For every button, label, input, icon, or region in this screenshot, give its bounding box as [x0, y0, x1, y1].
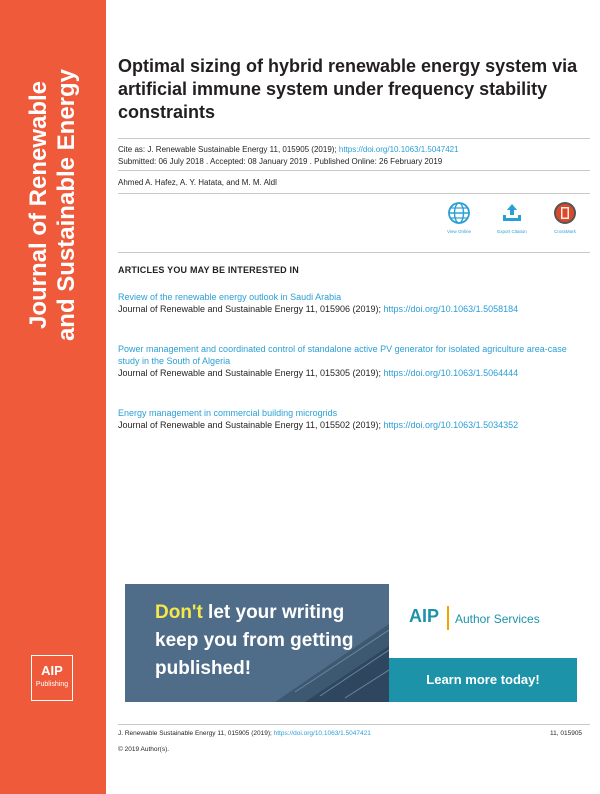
crossmark-icon [553, 201, 577, 225]
related-article-title-link[interactable]: Energy management in commercial building microgrids [118, 408, 338, 418]
footer-divider [118, 724, 590, 725]
related-article [118, 291, 588, 315]
related-article-title-link[interactable]: Review of the renewable energy outlook in Saudi Arabia [118, 292, 342, 302]
related-articles-heading: ARTICLES YOU MAY BE INTERESTED IN [118, 265, 299, 275]
ad-headline-highlight: Don't [155, 602, 203, 623]
journal-name-line1: Journal of Renewable [25, 80, 52, 330]
ad-headline-line2: keep you from getting [155, 630, 354, 651]
logo-subtext: Publishing [35, 681, 69, 688]
divider [118, 252, 590, 253]
export-icon [500, 201, 524, 225]
page-number: 11, 015905 [550, 730, 583, 737]
article-title: Optimal sizing of hybrid renewable energy system via artificial immune system under frequency stability constraints [118, 56, 578, 122]
export-citation-label: Export Citation [497, 229, 527, 234]
footer-doi-link[interactable]: https://doi.org/10.1063/1.5047421 [273, 730, 371, 737]
ad-headline-line3: published! [155, 658, 252, 679]
ad-headline [155, 599, 353, 683]
divider [118, 170, 590, 171]
logo-separator [447, 606, 449, 630]
related-article-doi-link[interactable]: https://doi.org/10.1063/1.5058184 [383, 304, 519, 314]
logo-text: AIP [41, 663, 63, 678]
export-citation-button[interactable] [492, 201, 532, 234]
related-article-citation [118, 303, 588, 315]
learn-more-label: Learn more today! [426, 672, 540, 687]
related-article-citation [118, 419, 588, 431]
ad-left-panel [125, 584, 389, 702]
related-article [118, 343, 588, 379]
aip-author-services-logo [389, 584, 577, 658]
aip-brand-text: AIP [409, 606, 440, 626]
journal-name [25, 40, 81, 370]
authors: Ahmed A. Hafez, A. Y. Hatata, and M. M. Aldl [118, 178, 277, 187]
aip-publishing-logo[interactable] [31, 655, 73, 701]
related-article-doi-link[interactable]: https://doi.org/10.1063/1.5034352 [383, 420, 519, 430]
view-online-button[interactable] [439, 201, 479, 234]
related-article-doi-link[interactable]: https://doi.org/10.1063/1.5064444 [383, 368, 519, 378]
related-article-cite-text: Journal of Renewable and Sustainable Energy 11, 015502 (2019); [118, 420, 384, 430]
globe-icon [447, 201, 471, 225]
related-article-cite-text: Journal of Renewable and Sustainable Energy 11, 015305 (2019); [118, 368, 384, 378]
crossmark-button[interactable] [545, 201, 585, 234]
citation-line [118, 144, 459, 155]
journal-sidebar [0, 0, 106, 794]
divider [118, 138, 590, 139]
divider [118, 193, 590, 194]
dates-line: Submitted: 06 July 2018 . Accepted: 08 January 2019 . Published Online: 26 February 2019 [118, 157, 443, 166]
crossmark-label: CrossMark [554, 229, 576, 234]
author-services-text: Author Services [455, 612, 540, 626]
related-article-cite-text: Journal of Renewable and Sustainable Energy 11, 015906 (2019); [118, 304, 384, 314]
related-article-title-link[interactable]: Power management and coordinated control of standalone active PV generator for isolated agriculture area-case study in the South of Algeria [118, 344, 567, 366]
related-article [118, 407, 588, 431]
footer-citation [118, 730, 371, 737]
related-article-citation [118, 367, 588, 379]
ad-headline-line1: let your writing [202, 602, 345, 623]
view-online-label: View Online [447, 229, 471, 234]
author-services-ad-banner[interactable] [125, 584, 577, 702]
article-doi-link[interactable]: https://doi.org/10.1063/1.5047421 [338, 145, 459, 154]
journal-name-line2: and Sustainable Energy [53, 68, 80, 342]
citation-text: Cite as: J. Renewable Sustainable Energy 11, 015905 (2019); [118, 145, 339, 154]
copyright: © 2019 Author(s). [118, 746, 170, 753]
footer-cite-text: J. Renewable Sustainable Energy 11, 015905 (2019); [118, 730, 274, 737]
learn-more-button[interactable] [389, 658, 577, 702]
